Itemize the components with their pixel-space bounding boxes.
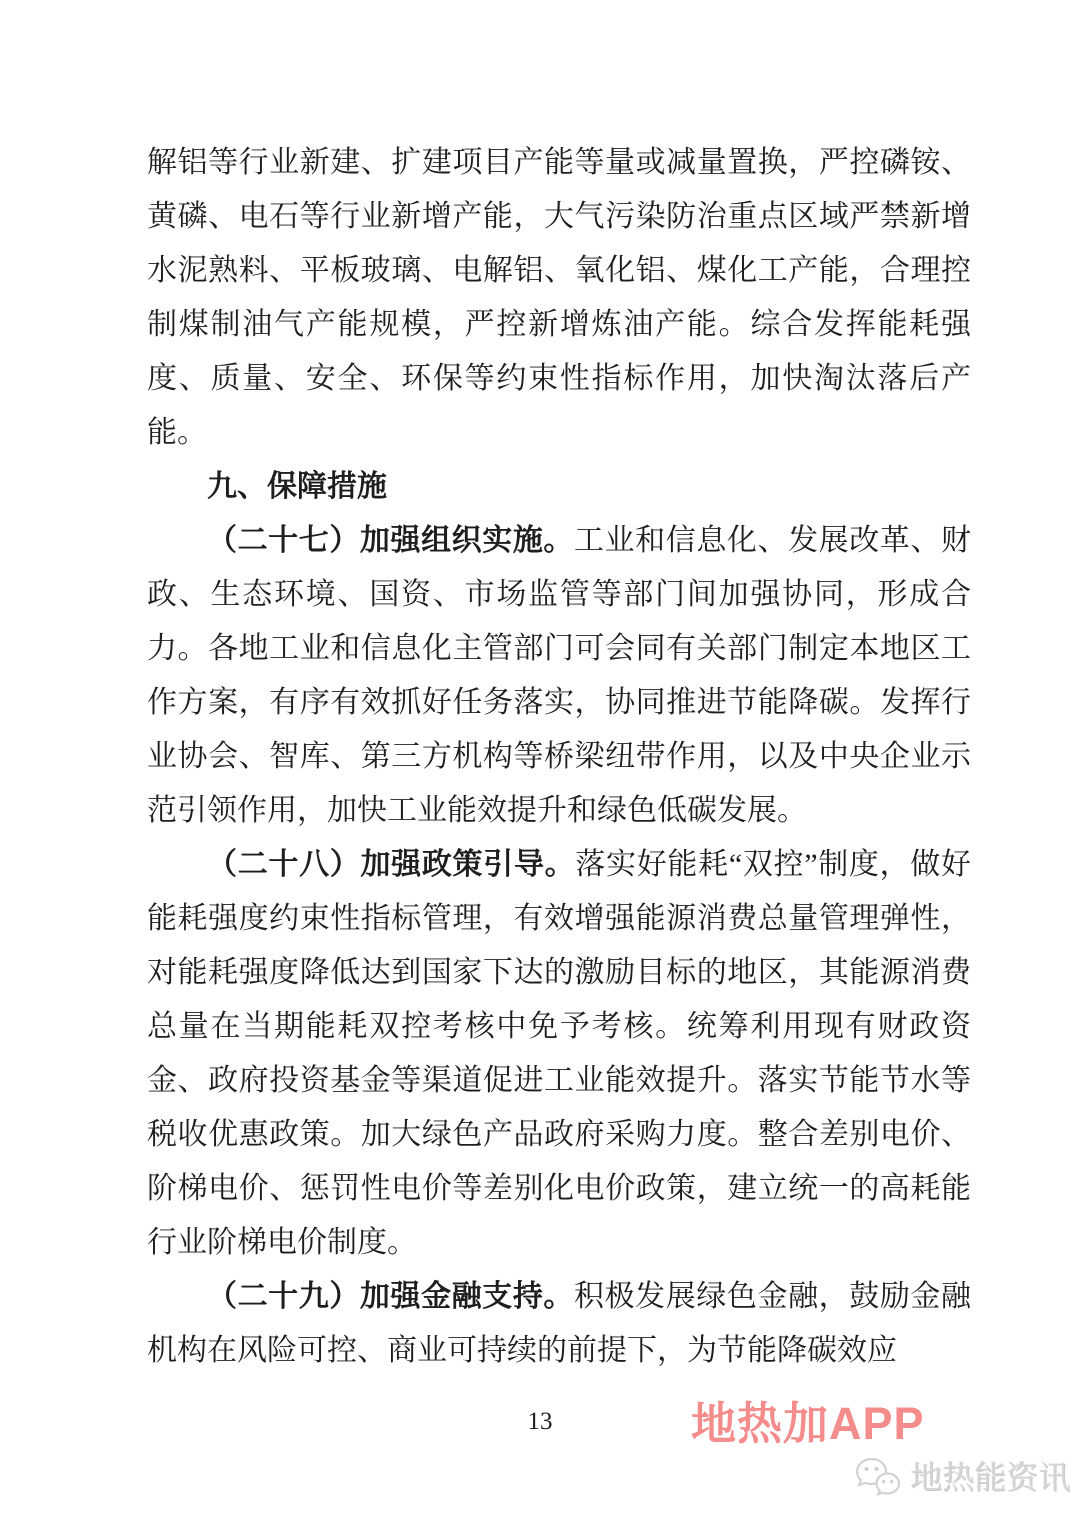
- app-watermark: 地热加APP: [691, 1398, 925, 1449]
- channel-watermark: [853, 1456, 1070, 1498]
- paragraph-27-text: 工业和信息化、发展改革、财政、生态环境、国资、市场监管等部门间加强协同，形成合力。各地工业和信息化主管部门可会同有关部门制定本地区工作方案，有序有效抓好任务落实，协同推进节能降碳。发挥行业协会、智库、第三方机构等桥梁纽带作用，以及中央企业示范引领作用，加快工业能效提升和绿色低碳发展。: [147, 524, 971, 827]
- paragraph-29-text: 积极发展绿色金融，鼓励金融机构在风险可控、商业可持续的前提下，为节能降碳效应: [147, 1280, 971, 1367]
- section-heading: [147, 460, 971, 514]
- paragraph-continuation: [147, 136, 971, 460]
- wechat-icon: [853, 1456, 903, 1498]
- section-heading-text: 九、保障措施: [207, 470, 387, 503]
- paragraph-27: [147, 514, 971, 838]
- paragraph-28-lead: （二十八）加强政策引导。: [207, 848, 576, 881]
- paragraph-29: [147, 1270, 971, 1378]
- channel-watermark-text: 地热能资讯: [910, 1459, 1071, 1495]
- document-body: [147, 136, 971, 1378]
- paragraph-27-lead: （二十七）加强组织实施。: [207, 524, 574, 557]
- page-number: 13: [527, 1408, 553, 1435]
- paragraph-28-text: 落实好能耗“双控”制度，做好能耗强度约束性指标管理，有效增强能源消费总量管理弹性，对能耗强度降低达到国家下达的激励目标的地区，其能源消费总量在当期能耗双控考核中免予考核。统筹利用现有财政资金、政府投资基金等渠道促进工业能效提升。落实节能节水等税收优惠政策。加大绿色产品政府采购力度。整合差别电价、阶梯电价、惩罚性电价等差别化电价政策，建立统一的高耗能行业阶梯电价制度。: [147, 848, 972, 1259]
- paragraph-text: 解铝等行业新建、扩建项目产能等量或减量置换，严控磷铵、黄磷、电石等行业新增产能，大气污染防治重点区域严禁新增水泥熟料、平板玻璃、电解铝、氧化铝、煤化工产能，合理控制煤制油气产能规模，严控新增炼油产能。综合发挥能耗强度、质量、安全、环保等约束性指标作用，加快淘汰落后产能。: [147, 146, 971, 449]
- paragraph-28: [147, 838, 971, 1270]
- paragraph-29-lead: （二十九）加强金融支持。: [207, 1280, 574, 1313]
